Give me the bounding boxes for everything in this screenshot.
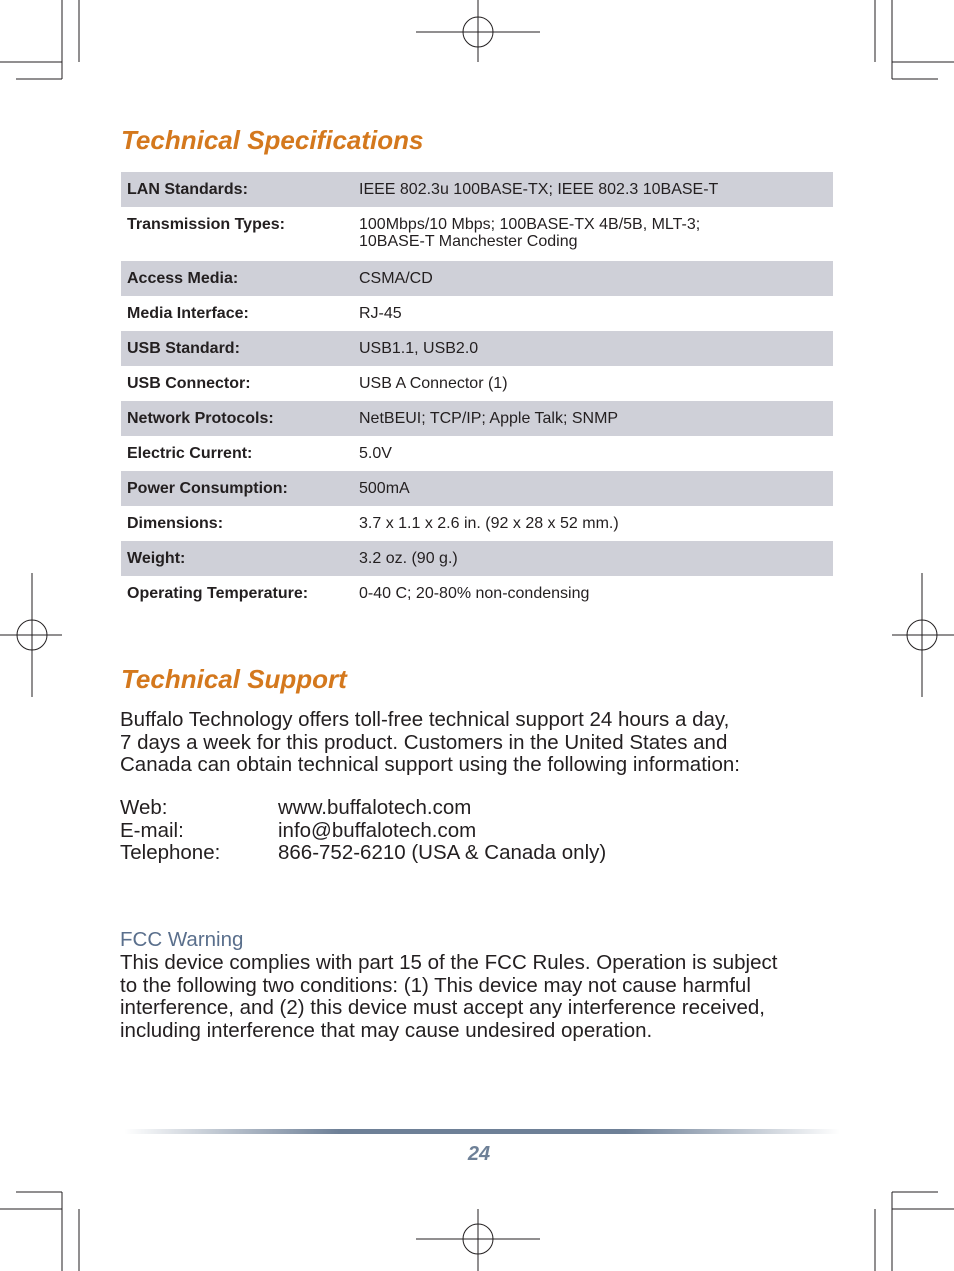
spec-row-lan-standards bbox=[121, 172, 833, 207]
spec-row-power-consumption bbox=[121, 471, 833, 506]
spec-label: Access Media: bbox=[127, 270, 239, 287]
fcc-line: interference, and (2) this device must accept any interference received, bbox=[120, 996, 765, 1019]
registration-mark-left bbox=[0, 573, 62, 697]
contact-row-email bbox=[120, 820, 606, 843]
spec-value: CSMA/CD bbox=[359, 270, 433, 287]
fcc-line: to the following two conditions: (1) This device may not cause harmful bbox=[120, 973, 751, 997]
email-link[interactable]: info@buffalotech.com bbox=[278, 818, 477, 842]
spec-label: Weight: bbox=[127, 550, 186, 567]
footer-rule bbox=[124, 1129, 840, 1134]
spec-label: LAN Standards: bbox=[127, 181, 248, 198]
spec-row-usb-standard bbox=[121, 331, 833, 366]
telephone-number: 866-752-6210 (USA & Canada only) bbox=[278, 841, 607, 864]
spec-row-usb-connector bbox=[121, 366, 833, 401]
registration-mark-right bbox=[892, 573, 954, 697]
page-number: 24 bbox=[467, 1143, 491, 1165]
contact-row-web bbox=[120, 797, 606, 820]
spec-label: USB Connector: bbox=[127, 375, 251, 392]
corner-crop-mark-bottom-left bbox=[0, 1192, 79, 1271]
spec-value: NetBEUI; TCP/IP; Apple Talk; SNMP bbox=[359, 410, 619, 427]
fcc-line: This device complies with part 15 of the FCC Rules. Operation is subject bbox=[120, 951, 778, 974]
spec-value: 500mA bbox=[359, 480, 410, 497]
corner-crop-mark-bottom-right bbox=[875, 1192, 954, 1271]
spec-row-media-interface bbox=[121, 296, 833, 331]
support-paragraph bbox=[120, 709, 840, 777]
technical-specifications-heading: Technical Specifications bbox=[121, 125, 424, 155]
support-line: 7 days a week for this product. Customers in the United States and bbox=[120, 730, 728, 754]
spec-label: USB Standard: bbox=[127, 340, 240, 357]
corner-crop-mark-top-left bbox=[0, 0, 79, 79]
fcc-warning-title: FCC Warning bbox=[120, 928, 244, 951]
spec-value: 5.0V bbox=[359, 445, 392, 462]
spec-value: 3.7 x 1.1 x 2.6 in. (92 x 28 x 52 mm.) bbox=[359, 515, 619, 532]
web-link[interactable]: www.buffalotech.com bbox=[278, 796, 472, 819]
spec-row-electric-current bbox=[121, 436, 833, 471]
spec-value: IEEE 802.3u 100BASE-TX; IEEE 802.3 10BASE-T bbox=[359, 181, 719, 198]
spec-label: Network Protocols: bbox=[127, 410, 274, 427]
registration-mark-bottom bbox=[416, 1209, 540, 1271]
spec-label: Power Consumption: bbox=[127, 480, 288, 497]
spec-value: USB1.1, USB2.0 bbox=[359, 340, 479, 357]
corner-crop-mark-top-right bbox=[875, 0, 954, 79]
spec-label: Electric Current: bbox=[127, 445, 253, 462]
fcc-line: including interference that may cause undesired operation. bbox=[120, 1018, 653, 1042]
support-line: Canada can obtain technical support using the following information: bbox=[120, 753, 740, 776]
contact-row-telephone bbox=[120, 842, 606, 865]
spec-row-access-media bbox=[121, 261, 833, 296]
spec-value-line-1: 100Mbps/10 Mbps; 100BASE-TX 4B/5B, MLT-3; bbox=[359, 216, 701, 233]
registration-mark-top bbox=[416, 0, 540, 62]
spec-row-operating-temperature bbox=[121, 576, 833, 611]
spec-value: 0-40 C; 20-80% non-condensing bbox=[359, 585, 590, 602]
support-line: Buffalo Technology offers toll-free technical support 24 hours a day, bbox=[120, 708, 730, 731]
contact-label: Telephone: bbox=[120, 841, 221, 864]
spec-value: 3.2 oz. (90 g.) bbox=[359, 550, 458, 567]
spec-label: Dimensions: bbox=[127, 515, 224, 532]
spec-value: USB A Connector (1) bbox=[359, 375, 508, 392]
spec-value: RJ-45 bbox=[359, 305, 402, 322]
spec-label: Operating Temperature: bbox=[127, 585, 309, 602]
technical-support-heading: Technical Support bbox=[121, 664, 347, 694]
spec-row-transmission-types bbox=[121, 207, 833, 261]
contact-label: Web: bbox=[120, 796, 168, 819]
spec-value bbox=[359, 207, 833, 250]
contact-label: E-mail: bbox=[120, 818, 184, 842]
spec-row-dimensions bbox=[121, 506, 833, 541]
spec-label: Media Interface: bbox=[127, 305, 249, 322]
specifications-table bbox=[121, 172, 833, 611]
fcc-warning-paragraph bbox=[120, 952, 840, 1042]
spec-row-network-protocols bbox=[121, 401, 833, 436]
spec-value-line-2: 10BASE-T Manchester Coding bbox=[359, 233, 578, 250]
contact-info bbox=[120, 797, 606, 865]
spec-label: Transmission Types: bbox=[127, 216, 285, 233]
spec-row-weight bbox=[121, 541, 833, 576]
